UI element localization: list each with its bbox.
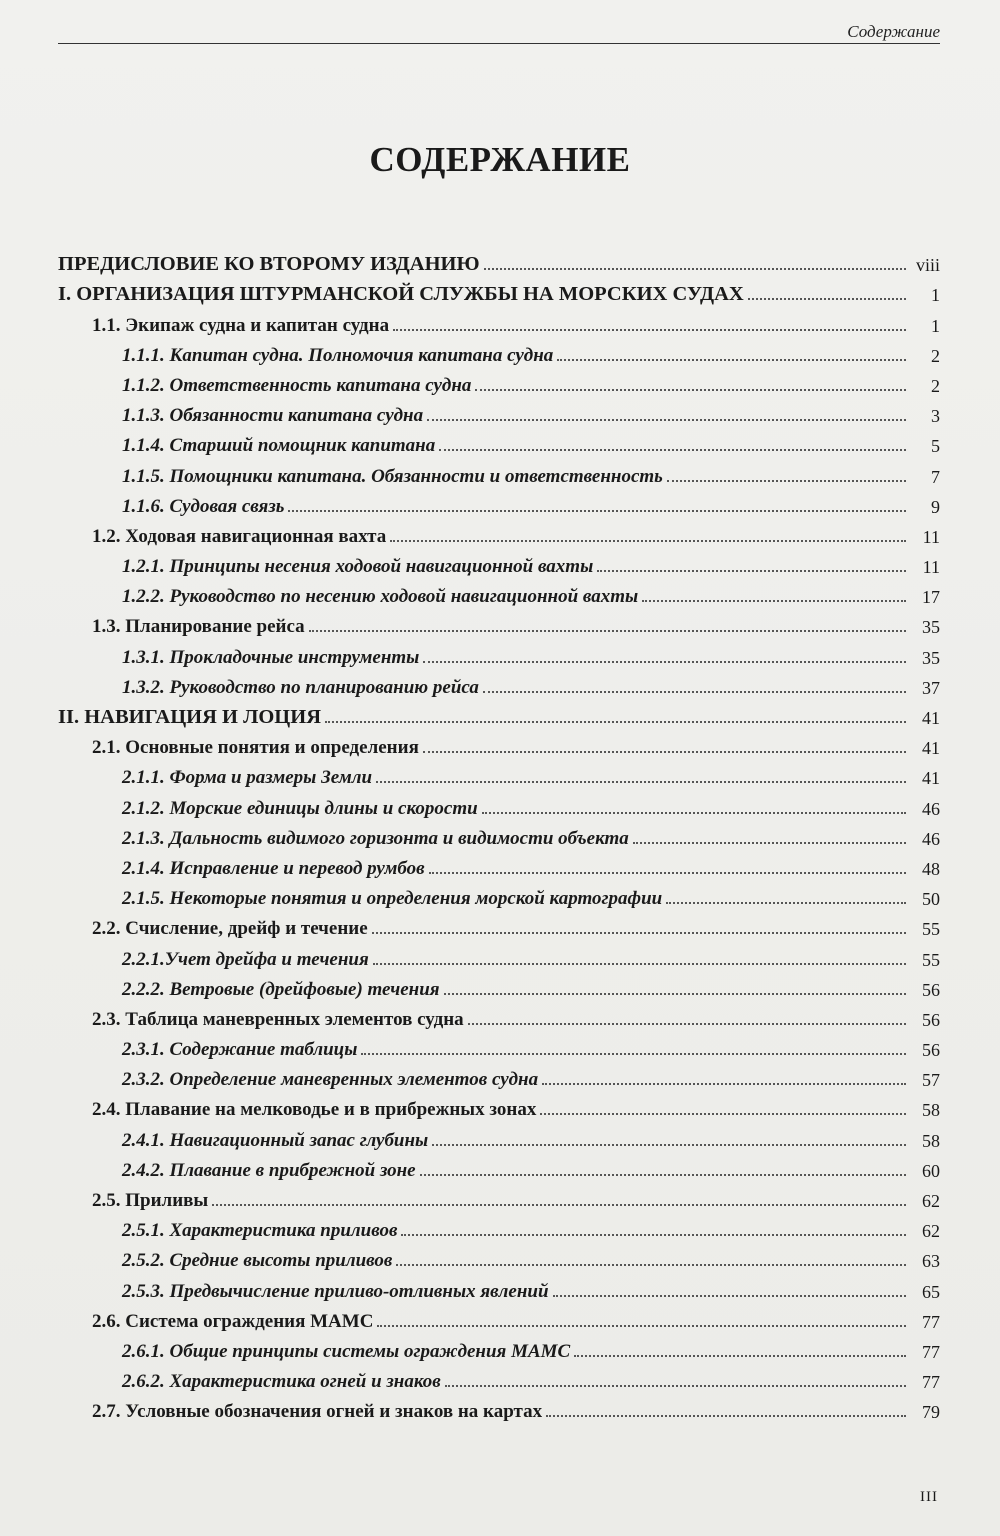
toc-dot-leader	[423, 751, 906, 753]
toc-page-number: 41	[922, 768, 940, 789]
toc-dot-leader	[212, 1204, 906, 1206]
toc-dot-leader	[427, 419, 906, 421]
toc-dot-leader	[390, 540, 906, 542]
toc-page-number: 3	[931, 406, 940, 427]
toc-dot-leader	[597, 570, 906, 572]
toc-entry-title: 1.1. Экипаж судна и капитан судна	[92, 314, 390, 336]
toc-dot-leader	[445, 1385, 906, 1387]
toc-dot-leader	[667, 480, 906, 482]
toc-page-number: 58	[922, 1130, 940, 1151]
toc-entry	[0, 1333, 1000, 1363]
toc-dot-leader	[401, 1234, 906, 1236]
toc-dot-leader	[432, 1144, 906, 1146]
toc-entry-title: 2.3. Таблица маневренных элементов судна	[92, 1008, 464, 1030]
table-of-contents	[0, 246, 1000, 1423]
toc-dot-leader	[373, 963, 906, 965]
toc-entry	[0, 518, 1000, 548]
toc-page-number: 77	[922, 1341, 940, 1362]
toc-entry	[0, 638, 1000, 668]
toc-page-number: 35	[922, 647, 940, 668]
toc-entry	[0, 457, 1000, 487]
toc-entry	[0, 1152, 1000, 1182]
toc-entry	[0, 729, 1000, 759]
toc-entry-title: 1.1.5. Помощники капитана. Обязанности и ответственность	[122, 465, 663, 487]
toc-entry-title: ПРЕДИСЛОВИЕ КО ВТОРОМУ ИЗДАНИЮ	[58, 253, 480, 276]
toc-dot-leader	[482, 812, 906, 814]
toc-dot-leader	[574, 1355, 906, 1357]
toc-entry-title: 1.1.4. Старший помощник капитана	[122, 435, 436, 457]
toc-entry	[0, 1001, 1000, 1031]
toc-entry-title: 2.5.2. Средние высоты приливов	[122, 1250, 393, 1272]
toc-page-number: 2	[931, 375, 940, 396]
toc-entry	[0, 608, 1000, 638]
toc-entry	[0, 820, 1000, 850]
toc-entry	[0, 699, 1000, 729]
toc-entry-title: 2.1.3. Дальность видимого горизонта и видимости объекта	[122, 827, 629, 849]
toc-page-number: 65	[922, 1281, 940, 1302]
toc-entry-title: II. НАВИГАЦИЯ И ЛОЦИЯ	[58, 706, 321, 728]
toc-dot-leader	[666, 902, 906, 904]
running-head: Содержание	[847, 22, 940, 41]
toc-page-number: 41	[922, 708, 940, 728]
toc-entry-title: 1.1.2. Ответственность капитана судна	[122, 374, 472, 396]
toc-entry-title: 1.2.1. Принципы несения ходовой навигационной вахты	[122, 556, 594, 578]
toc-dot-leader	[553, 1295, 906, 1297]
toc-entry	[0, 1242, 1000, 1272]
toc-page-number: 63	[922, 1251, 940, 1272]
toc-page-number: 60	[922, 1160, 940, 1181]
toc-page-number: 35	[922, 617, 940, 638]
toc-page-number: 37	[922, 677, 940, 698]
toc-page-number: 46	[922, 828, 940, 849]
toc-entry	[0, 1091, 1000, 1121]
toc-dot-leader	[542, 1083, 906, 1085]
toc-entry-title: 2.2. Счисление, дрейф и течение	[92, 918, 368, 940]
toc-page-number: 5	[931, 436, 940, 457]
toc-page-number: 2	[931, 345, 940, 366]
toc-entry	[0, 427, 1000, 457]
toc-entry	[0, 548, 1000, 578]
toc-dot-leader	[325, 721, 906, 723]
toc-page-number: 77	[922, 1311, 940, 1332]
toc-entry-title: 2.5.1. Характеристика приливов	[122, 1220, 398, 1242]
toc-entry-title: 1.3. Планирование рейса	[92, 616, 305, 638]
toc-entry-title: 2.4.2. Плавание в прибрежной зоне	[122, 1159, 416, 1181]
toc-dot-leader	[484, 268, 906, 270]
toc-dot-leader	[377, 1325, 906, 1327]
toc-page-number: 77	[922, 1372, 940, 1393]
toc-entry	[0, 1182, 1000, 1212]
toc-dot-leader	[372, 932, 906, 934]
toc-dot-leader	[429, 872, 906, 874]
toc-page-number: 48	[922, 858, 940, 879]
toc-page-number: 79	[922, 1402, 940, 1423]
toc-entry-title: 2.2.2. Ветровые (дрейфовые) течения	[122, 978, 440, 1000]
toc-dot-leader	[393, 329, 906, 331]
toc-page-number: 46	[922, 798, 940, 819]
toc-dot-leader	[633, 842, 906, 844]
header-rule	[58, 43, 940, 44]
toc-entry	[0, 971, 1000, 1001]
toc-entry	[0, 397, 1000, 427]
toc-entry-title: 1.1.6. Судовая связь	[122, 495, 285, 517]
toc-dot-leader	[439, 449, 906, 451]
toc-entry-title: 1.2.2. Руководство по несению ходовой навигационной вахты	[122, 586, 639, 608]
toc-entry	[0, 669, 1000, 699]
page-title: СОДЕРЖАНИЕ	[369, 140, 631, 179]
toc-entry-title: 1.1.3. Обязанности капитана судна	[122, 405, 424, 427]
toc-entry	[0, 1212, 1000, 1242]
toc-page-number: 50	[922, 889, 940, 910]
toc-entry	[0, 1121, 1000, 1151]
toc-dot-leader	[475, 389, 906, 391]
toc-entry-title: 2.6.1. Общие принципы системы ограждения МАМС	[122, 1340, 571, 1362]
toc-dot-leader	[557, 359, 906, 361]
toc-page-number: 17	[922, 587, 940, 608]
toc-dot-leader	[376, 781, 906, 783]
toc-page-number: 1	[931, 285, 940, 306]
toc-entry-title: 1.3.2. Руководство по планированию рейса	[122, 676, 479, 698]
toc-entry	[0, 759, 1000, 789]
toc-entry-title: 2.5. Приливы	[92, 1190, 209, 1211]
toc-entry	[0, 1303, 1000, 1333]
toc-page-number: viii	[915, 255, 940, 276]
toc-dot-leader	[642, 600, 906, 602]
toc-dot-leader	[396, 1264, 906, 1266]
toc-dot-leader	[444, 993, 906, 995]
toc-page-number: 62	[922, 1221, 940, 1242]
toc-dot-leader	[546, 1415, 906, 1417]
toc-entry	[0, 1061, 1000, 1091]
toc-dot-leader	[420, 1174, 906, 1176]
toc-entry-title: 1.2. Ходовая навигационная вахта	[92, 525, 387, 547]
toc-entry-title: 2.1.4. Исправление и перевод румбов	[122, 857, 425, 879]
toc-entry-title: 2.6.2. Характеристика огней и знаков	[122, 1371, 441, 1393]
toc-entry	[0, 1393, 1000, 1423]
toc-entry	[0, 1363, 1000, 1393]
toc-entry	[0, 578, 1000, 608]
toc-entry-title: I. ОРГАНИЗАЦИЯ ШТУРМАНСКОЙ СЛУЖБЫ НА МОРСКИХ СУДАХ	[58, 283, 744, 306]
toc-entry	[0, 910, 1000, 940]
toc-entry	[0, 488, 1000, 518]
toc-dot-leader	[423, 661, 906, 663]
toc-entry-title: 1.3.1. Прокладочные инструменты	[122, 646, 420, 668]
toc-dot-leader	[540, 1113, 906, 1115]
toc-entry-title: 2.6. Система ограждения МАМС	[92, 1310, 374, 1332]
toc-entry	[0, 276, 1000, 306]
toc-page-number: 11	[922, 557, 940, 578]
toc-page-number: 9	[931, 496, 940, 517]
toc-entry	[0, 306, 1000, 336]
toc-entry-title: 2.5.3. Предвычисление приливо-отливных явлений	[122, 1280, 549, 1302]
toc-page-number: 56	[922, 1009, 940, 1030]
toc-page-number: 55	[922, 919, 940, 940]
toc-entry	[0, 337, 1000, 367]
toc-dot-leader	[483, 691, 906, 693]
toc-entry-title: 2.4.1. Навигационный запас глубины	[122, 1129, 429, 1151]
toc-dot-leader	[309, 630, 906, 632]
toc-page-number: 56	[922, 979, 940, 1000]
toc-entry-title: 1.1.1. Капитан судна. Полномочия капитана судна	[122, 344, 554, 366]
toc-entry	[0, 880, 1000, 910]
toc-dot-leader	[361, 1053, 906, 1055]
toc-entry	[0, 789, 1000, 819]
toc-page-number: 56	[922, 1040, 940, 1061]
toc-dot-leader	[468, 1023, 906, 1025]
toc-entry	[0, 940, 1000, 970]
toc-entry-title: 2.1. Основные понятия и определения	[92, 737, 419, 759]
toc-entry	[0, 850, 1000, 880]
toc-dot-leader	[748, 298, 906, 300]
toc-page-number: 58	[922, 1100, 940, 1121]
toc-entry-title: 2.2.1.Учет дрейфа и течения	[122, 948, 369, 970]
toc-entry-title: 2.1.1. Форма и размеры Земли	[122, 767, 373, 789]
toc-entry-title: 2.7. Условные обозначения огней и знаков на картах	[92, 1401, 543, 1423]
page-folio: III	[920, 1489, 938, 1505]
toc-entry-title: 2.3.1. Содержание таблицы	[122, 1039, 358, 1061]
toc-dot-leader	[288, 510, 906, 512]
toc-page-number: 62	[922, 1191, 940, 1211]
toc-page-number: 7	[931, 466, 940, 487]
toc-entry	[0, 1031, 1000, 1061]
toc-page-number: 57	[922, 1070, 940, 1091]
toc-entry-title: 2.1.2. Морские единицы длины и скорости	[122, 797, 478, 819]
toc-entry-title: 2.3.2. Определение маневренных элементов судна	[122, 1069, 539, 1091]
toc-entry	[0, 367, 1000, 397]
toc-entry	[0, 246, 1000, 276]
toc-page-number: 55	[922, 949, 940, 970]
toc-page-number: 1	[931, 315, 940, 336]
toc-page-number: 41	[922, 738, 940, 759]
toc-page-number: 11	[922, 526, 940, 547]
toc-entry-title: 2.4. Плавание на мелководье и в прибрежных зонах	[92, 1099, 537, 1121]
toc-entry	[0, 1272, 1000, 1302]
toc-entry-title: 2.1.5. Некоторые понятия и определения морской картографии	[122, 888, 663, 910]
